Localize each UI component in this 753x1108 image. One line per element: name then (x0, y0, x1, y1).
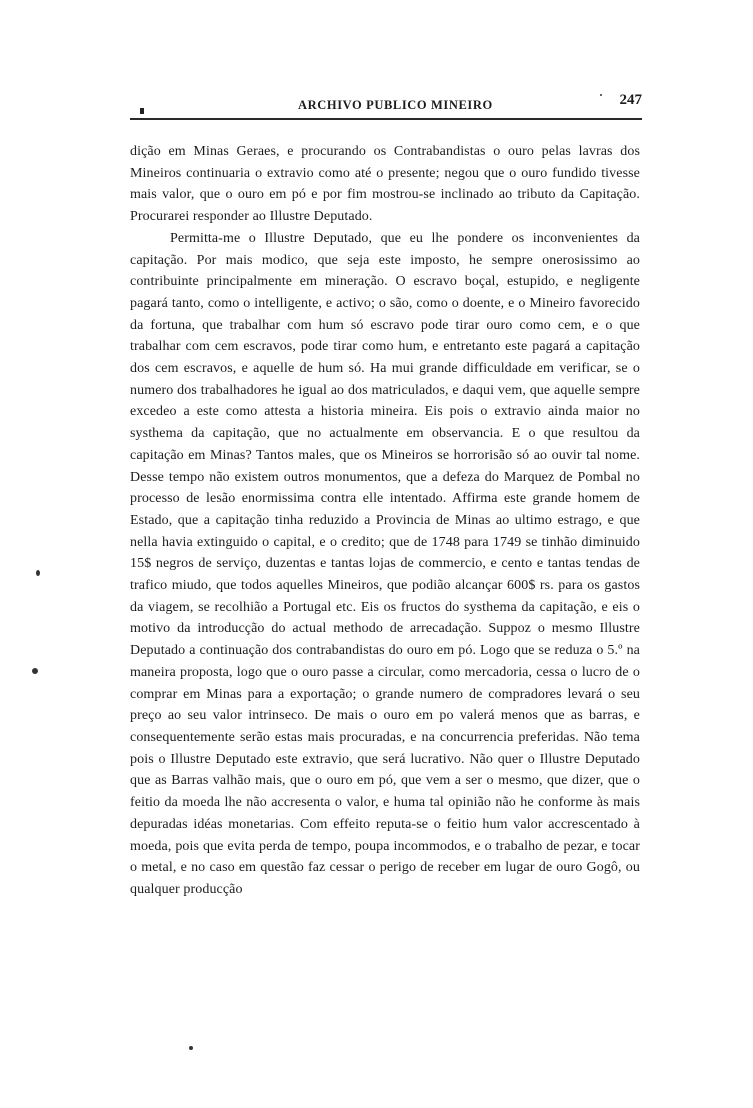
body-text (130, 141, 640, 901)
margin-speck (600, 94, 602, 96)
margin-speck (189, 1046, 193, 1050)
page-number: 247 (619, 92, 642, 108)
running-title: ARCHIVO PUBLICO MINEIRO (298, 98, 493, 112)
paragraph-2: Permitta-me o Illustre Deputado, que eu lhe pondere os inconvenientes da capitação. Por mais modico, que seja este imposto, he sempre onerosissimo ao contribuinte principalmente em mineração. O escravo boçal, estupido, e negligente pagará tanto, como o intelligente, e activo; o são, como o doente, e o Mineiro favorecido da fortuna, que trabalhar com hum só escravo pode tirar ouro como cem, e o que trabalhar com cem escravos, pode tirar como hum, e entretanto este pagará a capitação dos cem escravos, e aquelle de hum só. Ha mui grande difficuldade em verificar, se o numero dos trabalhadores he igual ao dos matriculados, e daqui vem, que aquelle sempre excedeo a este como attesta a historia mineira. Eis pois o extravio ainda maior no systhema da capitação, que no actualmente em observancia. E o que resultou da capitação em Minas? Tantos males, que os Mineiros se horrorisão só ao ouvir tal nome. Desse tempo não existem outros monumentos, que a defeza do Marquez de Pombal no processo de lesão enormissima contra elle intentado. Affirma este grande homem de Estado, que a capitação tinha reduzido a Provincia de Minas ao ultimo estrago, e que nella havia extinguido o capital, e o credito; que de 1748 para 1749 se tinhão diminuido 15$ negros de serviço, duzentas e tantas lojas de commercio, e cento e tantas tendas de trafico miudo, que todos aquelles Mineiros, que podião alcançar 600$ rs. para os gastos da viagem, se recolhião a Portugal etc. Eis os fructos do systhema da capitação, e eis o motivo da introducção do actual methodo de arrecadação. Suppoz o mesmo Illustre Deputado a continuação dos contrabandistas do ouro em pó. Logo que se reduza o 5.º na maneira proposta, logo que o ouro passe a circular, como mercadoria, cessa o lucro de o comprar em Minas para a exportação; o grande numero de compradores levará o seu preço ao seu valor intrinseco. De mais o ouro em po valerá menos que as barras, e consequentemente serão estas mais procuradas, e na concurrencia preferidas. Não tema pois o Illustre Deputado este extravio, que será lucrativo. Não quer o Illustre Deputado que as Barras valhão mais, que o ouro em pó, que vem a ser o mesmo, que dizer, que o feitio da moeda lhe não accresenta o valor, e huma tal opinião não he conforme às mais depuradas idéas monetarias. Com effeito reputa-se o feitio hum valor accrescentado à moeda, pois que evita perda de tempo, poupa incommodos, e o trabalho de pezar, e tocar o metal, e no caso em questão faz cessar o perigo de receber em lugar de ouro Gogô, ou qualquer producção (130, 230, 640, 897)
header-rule (130, 118, 642, 120)
margin-speck (36, 570, 40, 576)
page-header (130, 92, 642, 122)
paragraph-1: dição em Minas Geraes, e procurando os Contrabandistas o ouro pelas lavras dos Mineiros continuaria o extravio como até o presente; negou que o ouro fundido tivesse mais valor, que o ouro em pó e por fim mostrou-se inclinado ao tributo da Capitação. Procurarei responder ao Illustre Deputado. (130, 144, 640, 225)
margin-speck (32, 668, 38, 674)
print-mark (140, 108, 144, 114)
